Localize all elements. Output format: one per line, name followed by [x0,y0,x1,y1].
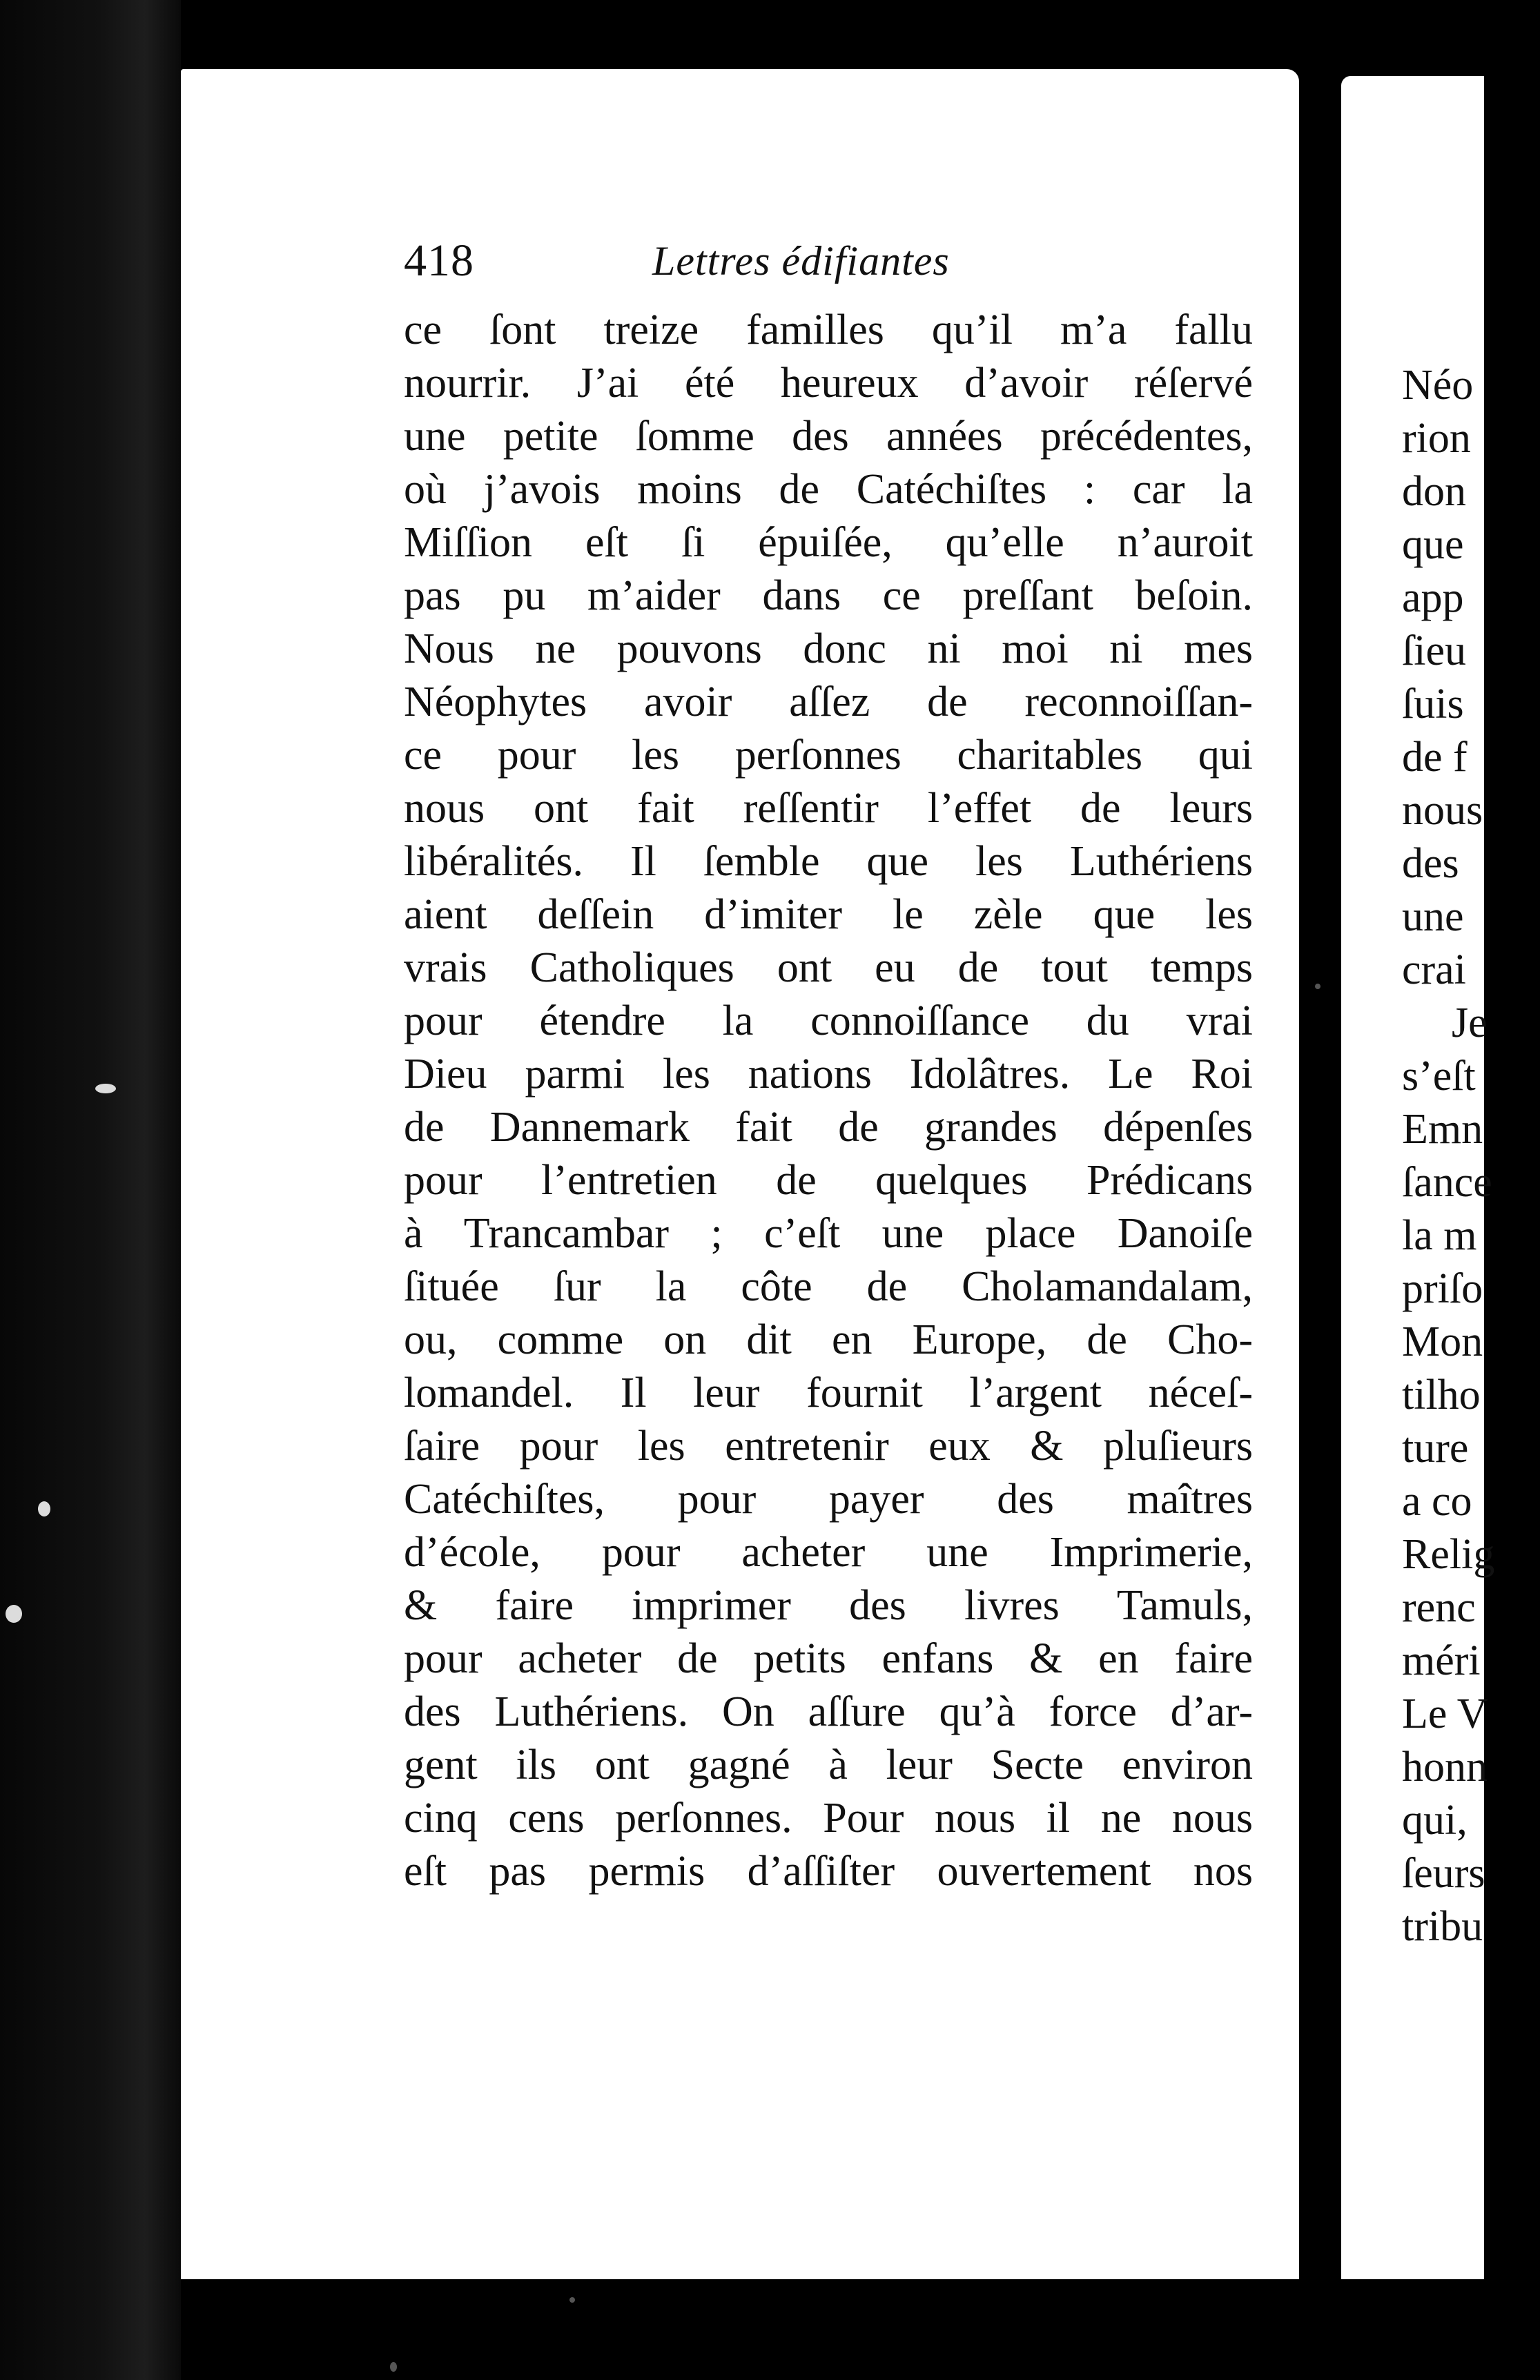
text-line: pour acheter de petits enfans & en faire [404,1635,1253,1682]
text-line: ou, comme on dit en Europe, de Cho- [404,1316,1253,1363]
book-gutter-edge [0,0,181,2380]
facing-text-line: que [1402,521,1464,568]
facing-text-line: Mon [1402,1318,1483,1365]
text-line: ſaire pour les entretenir eux & pluſieurs [404,1423,1253,1470]
facing-text-line: la m [1402,1212,1477,1259]
facing-text-line: Emn [1402,1106,1483,1153]
text-line: pour l’entretien de quelques Prédicans [404,1157,1253,1204]
running-head [404,235,1232,311]
text-line: libéralités. Il ſemble que les Luthériens [404,838,1253,885]
facing-text-line: de f [1402,734,1468,781]
text-line: pour étendre la connoiſſance du vrai [404,997,1253,1044]
text-line: cinq cens perſonnes. Pour nous il ne nous [404,1795,1253,1842]
text-line: d’école, pour acheter une Imprimerie, [404,1529,1253,1576]
facing-page [1341,76,1495,2279]
text-line: Miſſion eſt ſi épuiſée, qu’elle n’auroit [404,519,1253,566]
scan-fleck [38,1501,50,1516]
facing-text-line: app [1402,574,1464,621]
text-line: à Trancambar ; c’eſt une place Danoiſe [404,1210,1253,1257]
facing-text-line: ſeurs [1402,1850,1485,1897]
facing-text-line: honn [1402,1744,1488,1791]
text-line: pas pu m’aider dans ce preſſant beſoin. [404,572,1253,619]
facing-text-line: tilho [1402,1372,1481,1418]
text-line: nous ont fait reſſentir l’effet de leurs [404,785,1253,832]
facing-text-line: des [1402,840,1459,887]
facing-text-line: tribu [1402,1903,1483,1950]
text-line: des Luthériens. On aſſure qu’à force d’ar- [404,1688,1253,1735]
facing-text-line: Néo [1402,362,1474,409]
facing-page-text [1402,359,1540,1953]
facing-text-line: ture [1402,1425,1469,1472]
body-text [404,304,1253,1898]
text-line: Catéchiſtes, pour payer des maîtres [404,1476,1253,1523]
scan-speck [390,2362,397,2372]
facing-text-line: Le V [1402,1690,1488,1737]
facing-text-line: don [1402,468,1466,515]
text-line: & faire imprimer des livres Tamuls, [404,1582,1253,1629]
page-number: 418 [404,235,474,286]
scan-fleck [95,1084,116,1093]
facing-text-line: méri [1402,1637,1481,1684]
text-line: de Dannemark fait de grandes dépenſes [404,1104,1253,1151]
scan-speck [569,2297,575,2303]
text-line: ſituée ſur la côte de Cholamandalam, [404,1263,1253,1310]
facing-text-line: ſuis [1402,681,1464,728]
text-line: gent ils ont gagné à leur Secte environ [404,1742,1253,1788]
facing-text-line: a co [1402,1478,1472,1525]
text-line: une petite ſomme des années précédentes, [404,413,1253,460]
facing-text-line: nous [1402,787,1483,834]
facing-text-line: crai [1402,946,1466,993]
scan-speck [1315,984,1320,989]
facing-text-line: s’eſt [1402,1053,1476,1100]
text-line: eſt pas permis d’aſſiſter ouvertement nos [404,1848,1253,1895]
facing-text-line: qui, [1402,1797,1468,1844]
text-line: Néophytes avoir aſſez de reconnoiſſan- [404,679,1253,725]
text-line: vrais Catholiques ont eu de tout temps [404,944,1253,991]
text-line: lomandel. Il leur fournit l’argent néceſ- [404,1369,1253,1416]
text-line: ce ſont treize familles qu’il m’a fallu [404,306,1253,353]
text-line: où j’avois moins de Catéchiſtes : car la [404,466,1253,513]
scan-fleck [6,1605,22,1623]
facing-text-line: Je [1452,999,1488,1046]
facing-text-line: priſo [1402,1265,1483,1312]
text-line: aient deſſein d’imiter le zèle que les [404,891,1253,938]
text-line: nourrir. J’ai été heureux d’avoir réſervé [404,360,1253,407]
facing-text-line: ſance [1402,1159,1492,1206]
text-line: Dieu parmi les nations Idolâtres. Le Roi [404,1051,1253,1098]
facing-text-line: Relig [1402,1531,1495,1578]
text-line: Nous ne pouvons donc ni moi ni mes [404,625,1253,672]
running-title: Lettres édifiantes [652,238,950,284]
facing-text-line: renc [1402,1584,1476,1631]
text-line: ce pour les perſonnes charitables qui [404,732,1253,779]
facing-text-line: une [1402,893,1464,940]
facing-text-line: rion [1402,415,1471,462]
facing-text-line: ſieu [1402,627,1466,674]
